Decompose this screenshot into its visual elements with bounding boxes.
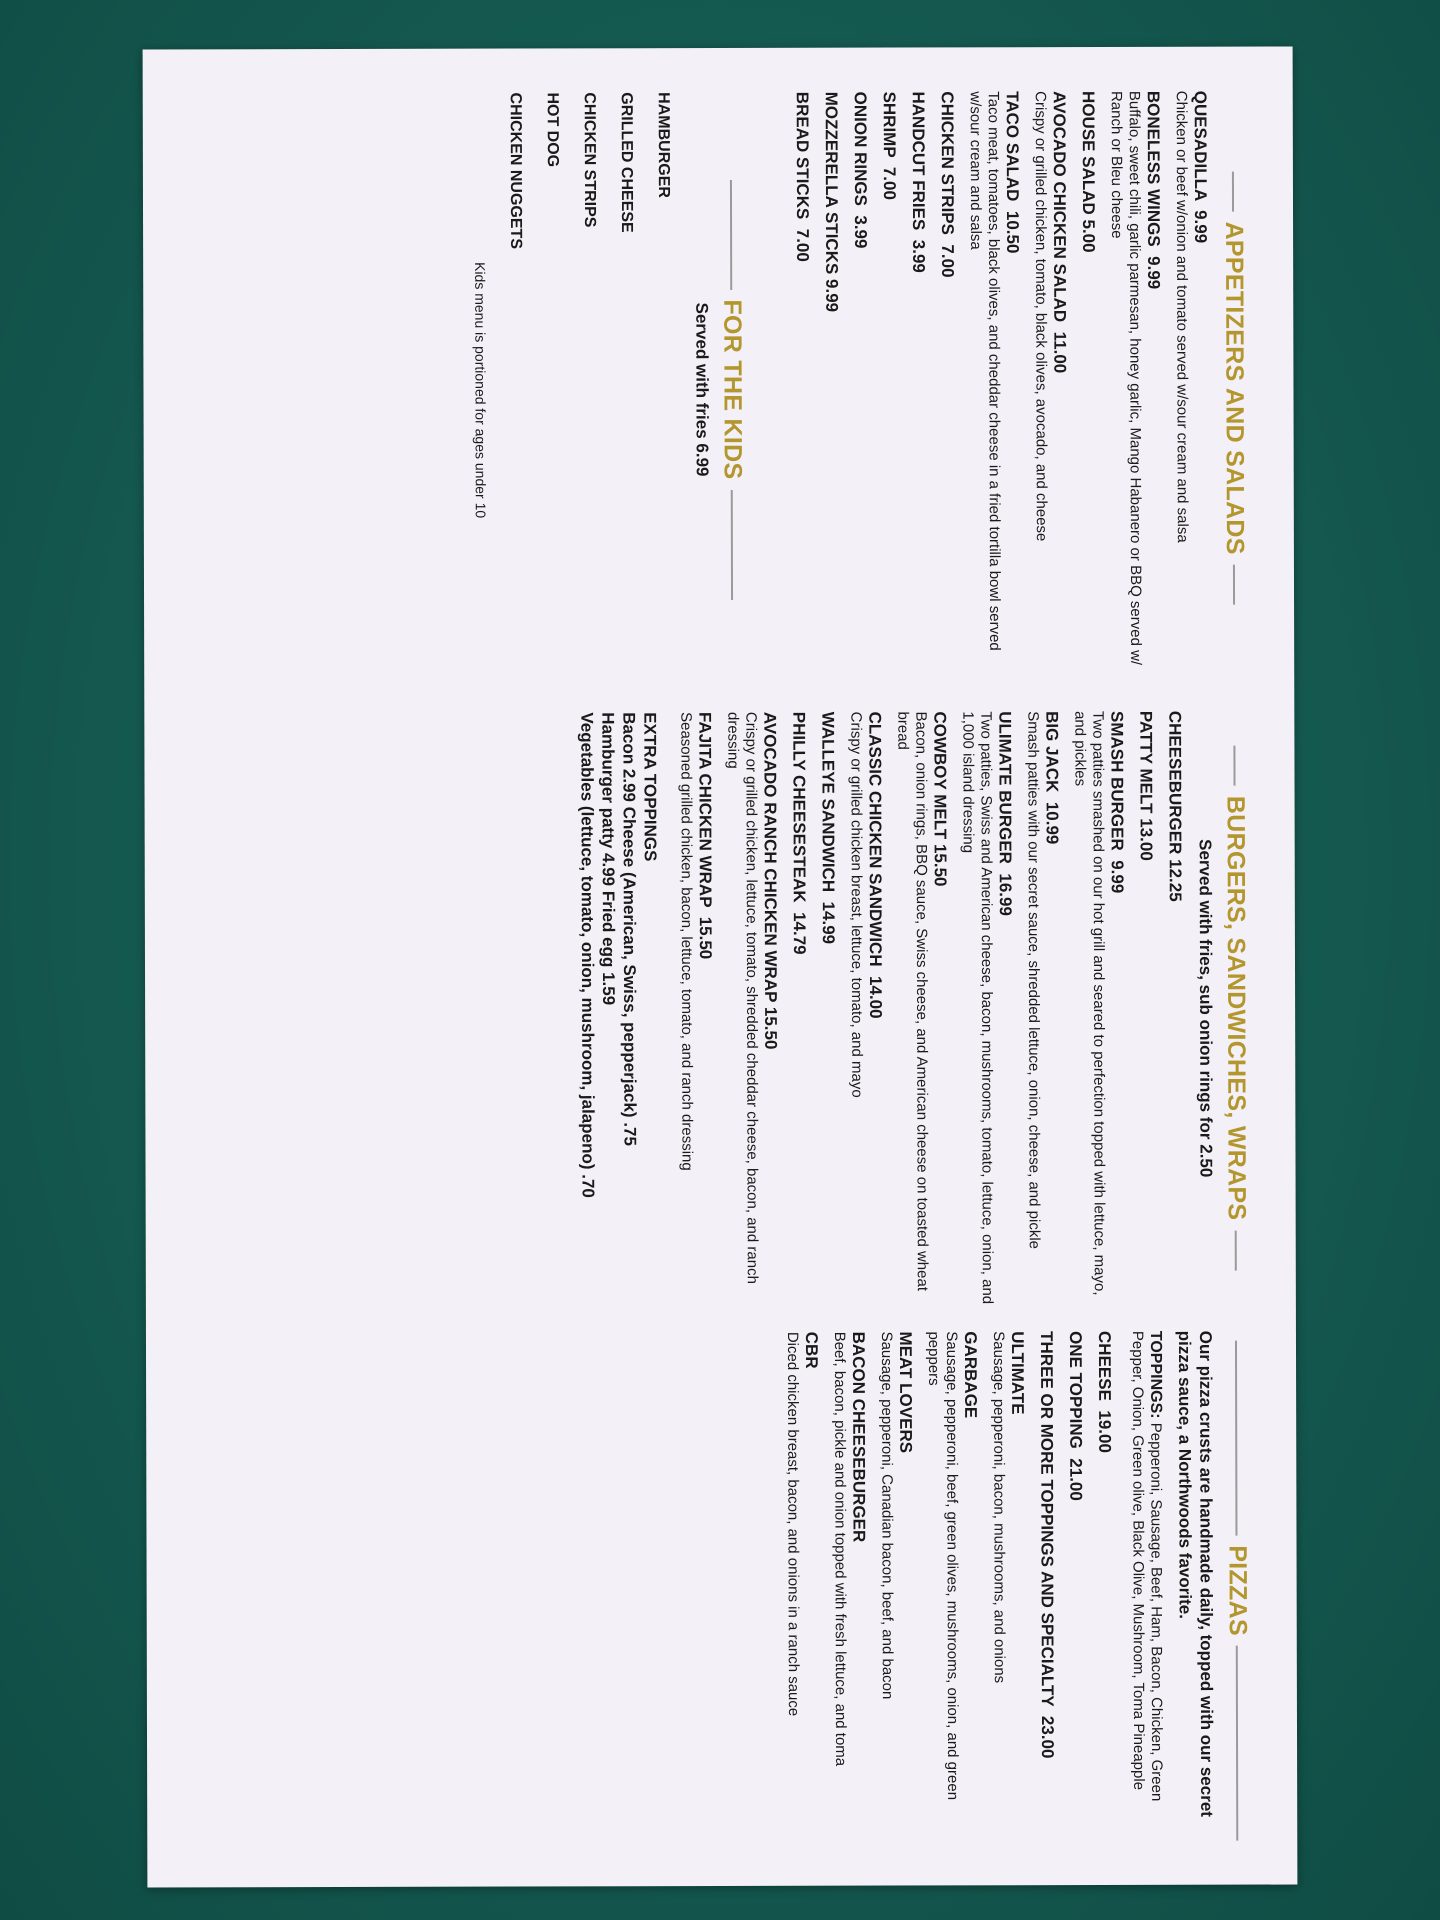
burgers-column bbox=[576, 711, 1251, 1308]
menu-item bbox=[958, 711, 1016, 1306]
toppings-list: Pepperoni, Sausage, Beef, Ham, Bacon, Chicken, Green Pepper, Onion, Green olive, Black Olive, Mushroom, Toma Pineapple bbox=[1128, 1330, 1166, 1802]
menu-item bbox=[723, 712, 781, 1307]
header-rule bbox=[731, 489, 733, 599]
menu-item bbox=[1070, 711, 1128, 1306]
item-name: CHEESE 19.00 bbox=[1094, 1330, 1115, 1453]
menu-item bbox=[1065, 1331, 1086, 1851]
item-name: FAJITA CHICKEN WRAP 15.50 bbox=[695, 712, 715, 960]
kids-note: Kids menu is portioned for ages under 10 bbox=[472, 262, 489, 519]
extra-toppings-line: Vegetables (lettuce, tomato, onion, mushroom, jalapeno) .70 bbox=[577, 712, 598, 1198]
item-name: HOUSE SALAD 5.00 bbox=[1078, 91, 1099, 253]
item-name: CHEESEBURGER 12.25 bbox=[1165, 710, 1185, 902]
menu-item bbox=[1031, 91, 1071, 686]
item-name: THREE OR MORE TOPPINGS AND SPECIALTY 23.00 bbox=[1036, 1331, 1058, 1759]
item-name: CHICKEN STRIPS 7.00 bbox=[937, 91, 958, 278]
menu-item bbox=[877, 1331, 916, 1851]
item-name: COWBOY MELT 15.50 bbox=[930, 711, 950, 887]
pizzas-intro: Our pizza crusts are handmade daily, topped with our secret pizza sauce, a Northwoods favorite. bbox=[1174, 1330, 1217, 1817]
appetizers-title: APPETIZERS AND SALADS bbox=[1220, 221, 1249, 555]
item-description: Two patties, Swiss and American cheese, bacon, mushrooms, tomato, lettuce, onion, and 1,000 island dressing bbox=[959, 711, 996, 1305]
menu-item bbox=[924, 1331, 981, 1851]
item-name: MEAT LOVERS bbox=[895, 1331, 916, 1454]
item-name: BREAD STICKS 7.00 bbox=[792, 91, 813, 262]
burgers-title: BURGERS, SANDWICHES, WRAPS bbox=[1221, 795, 1251, 1221]
menu-item bbox=[908, 91, 930, 686]
header-rule bbox=[1233, 565, 1235, 605]
menu-item bbox=[817, 712, 839, 1307]
menu-paper bbox=[143, 46, 1298, 1887]
extra-toppings-title: EXTRA TOPPINGS bbox=[640, 712, 660, 862]
menu-item bbox=[792, 92, 814, 687]
item-name: BONELESS WINGS 9.99 bbox=[1143, 90, 1164, 290]
extra-toppings-line: Bacon 2.99 Cheese (American, Swiss, pepperjack) .75 bbox=[619, 712, 640, 1146]
header-rule bbox=[1235, 1230, 1237, 1270]
menu-item bbox=[1023, 711, 1063, 1306]
menu-item bbox=[1078, 91, 1100, 686]
menu-item bbox=[1094, 1331, 1115, 1851]
item-name: SMASH BURGER 9.99 bbox=[1107, 710, 1127, 894]
appetizers-list bbox=[792, 91, 1212, 687]
item-name: BACON CHEESEBURGER bbox=[848, 1331, 869, 1543]
item-description: Seasoned grilled chicken, bacon, lettuce, tomato, and ranch dressing bbox=[677, 712, 696, 1171]
header-rule bbox=[1232, 172, 1234, 212]
item-name: AVOCADO RANCH CHICKEN WRAP 15.50 bbox=[760, 711, 781, 1050]
pizzas-header bbox=[1222, 1331, 1252, 1851]
menu-item bbox=[966, 91, 1024, 686]
menu-sheet bbox=[158, 66, 1283, 1869]
item-name: AVOCADO CHICKEN SALAD 11.00 bbox=[1049, 91, 1070, 374]
item-name: CBR bbox=[801, 1331, 822, 1369]
item-name: TACO SALAD 10.50 bbox=[1002, 91, 1023, 254]
kids-item: GRILLED CHEESE bbox=[617, 92, 636, 233]
menu-item bbox=[1135, 711, 1157, 1306]
item-name: QUESADILLA 9.99 bbox=[1190, 90, 1211, 244]
menu-item bbox=[937, 91, 959, 686]
toppings-label: TOPPINGS: bbox=[1146, 1330, 1165, 1419]
item-description: Diced chicken breast, bacon, and onions in a ranch sauce bbox=[783, 1331, 802, 1717]
menu-item bbox=[989, 1331, 1028, 1851]
appetizers-column bbox=[472, 91, 1250, 688]
item-name: CLASSIC CHICKEN SANDWICH 14.00 bbox=[865, 711, 886, 1019]
item-description: Sausage, pepperoni, bacon, mushrooms, and onions bbox=[989, 1331, 1008, 1684]
item-description: Smash patties with our secret sauce, shredded lettuce, onion, cheese, and pickle bbox=[1024, 711, 1043, 1250]
pizzas-column bbox=[783, 1331, 1252, 1852]
item-name: GARBAGE bbox=[960, 1331, 981, 1419]
menu-item bbox=[850, 92, 872, 687]
item-name: PHILLY CHEESESTEAK 14.79 bbox=[789, 711, 809, 955]
kids-item: CHICKEN NUGGETS bbox=[506, 92, 525, 250]
item-description: Beef, bacon, pickle and onion topped with fresh lettuce, and toma bbox=[830, 1331, 850, 1767]
item-name: SHRIMP 7.00 bbox=[879, 91, 899, 200]
item-description: Buffalo, sweet chili, garlic parmesan, honey garlic, Mango Habanero or BBQ served w/ Ranch or Bleu cheese bbox=[1107, 90, 1145, 666]
menu-item bbox=[893, 711, 951, 1306]
item-name: ONE TOPPING 21.00 bbox=[1065, 1331, 1086, 1501]
kids-title: FOR THE KIDS bbox=[718, 299, 747, 480]
pizza-toppings bbox=[1128, 1331, 1165, 1851]
kids-item: CHICKEN STRIPS bbox=[580, 92, 599, 228]
burgers-list bbox=[676, 711, 1186, 1307]
menu-item bbox=[846, 712, 886, 1307]
header-rule bbox=[1235, 1341, 1238, 1536]
item-name: BIG JACK 10.99 bbox=[1042, 711, 1062, 845]
item-name: ULIMATE BURGER 16.99 bbox=[995, 711, 1015, 916]
header-rule bbox=[1236, 1646, 1239, 1841]
menu-item bbox=[1036, 1331, 1057, 1851]
item-name: WALLEYE SANDWICH 14.99 bbox=[818, 711, 838, 945]
kids-item: HAMBURGER bbox=[654, 92, 672, 198]
item-description: Bacon, onion rings, BBQ sauce, Swiss cheese, and American cheese on toasted wheat bread bbox=[894, 711, 931, 1292]
menu-item bbox=[821, 92, 843, 687]
kids-subtitle: Served with fries 6.99 bbox=[692, 302, 712, 477]
item-description: Sausage, pepperoni, Canadian bacon, beef, and bacon bbox=[877, 1331, 896, 1700]
item-description: Sausage, pepperoni, beef, green olives, mushrooms, onion, and green peppers bbox=[924, 1331, 962, 1801]
item-name: HANDCUT FRIES 3.99 bbox=[908, 91, 929, 273]
item-name: ONION RINGS 3.99 bbox=[850, 91, 871, 249]
kids-item: HOT DOG bbox=[543, 92, 561, 168]
kids-list bbox=[506, 92, 674, 687]
item-name: MOZZERELLA STICKS 9.99 bbox=[821, 91, 842, 313]
menu-item bbox=[1164, 711, 1186, 1306]
burgers-header bbox=[1220, 711, 1251, 1306]
extra-toppings-line: Hamburger patty 4.99 Fried egg 1.59 bbox=[598, 712, 619, 1006]
menu-item bbox=[1107, 91, 1165, 686]
item-description: Chicken or beef w/onion and tomato served w/sour cream and salsa bbox=[1172, 90, 1191, 543]
header-rule bbox=[730, 179, 732, 289]
kids-section bbox=[472, 92, 748, 688]
appetizers-header bbox=[1219, 91, 1250, 686]
item-description: Crispy or grilled chicken, lettuce, tomato, shredded cheddar cheese, bacon, and ranch dressing bbox=[724, 711, 761, 1284]
item-name: PATTY MELT 13.00 bbox=[1136, 710, 1156, 861]
menu-item bbox=[783, 1332, 822, 1852]
menu-item bbox=[830, 1332, 869, 1852]
extra-toppings bbox=[576, 712, 662, 1307]
menu-item bbox=[1172, 91, 1212, 686]
menu-item bbox=[676, 712, 716, 1307]
kids-header bbox=[717, 92, 748, 687]
item-description: Two patties smashed on our hot grill and seared to perfection topped with lettuce, mayo, and pickles bbox=[1071, 710, 1108, 1296]
item-description: Crispy or grilled chicken, tomato, black olives, avocado, and cheese bbox=[1031, 91, 1050, 542]
item-name: ULTIMATE bbox=[1007, 1331, 1028, 1415]
menu-item bbox=[879, 92, 901, 687]
menu-item bbox=[788, 712, 810, 1307]
item-description: Crispy or grilled chicken breast, lettuce, tomato, and mayo bbox=[847, 711, 866, 1098]
header-rule bbox=[1234, 746, 1236, 786]
pizzas-title: PIZZAS bbox=[1223, 1545, 1252, 1637]
pizzas-list bbox=[783, 1331, 1115, 1852]
item-description: Taco meat, tomatoes, black olives, and cheddar cheese in a fried tortilla bowl served w/sour cream and salsa bbox=[966, 91, 1004, 651]
burgers-subtitle: Served with fries, sub onion rings for 2.50 bbox=[1195, 839, 1216, 1178]
